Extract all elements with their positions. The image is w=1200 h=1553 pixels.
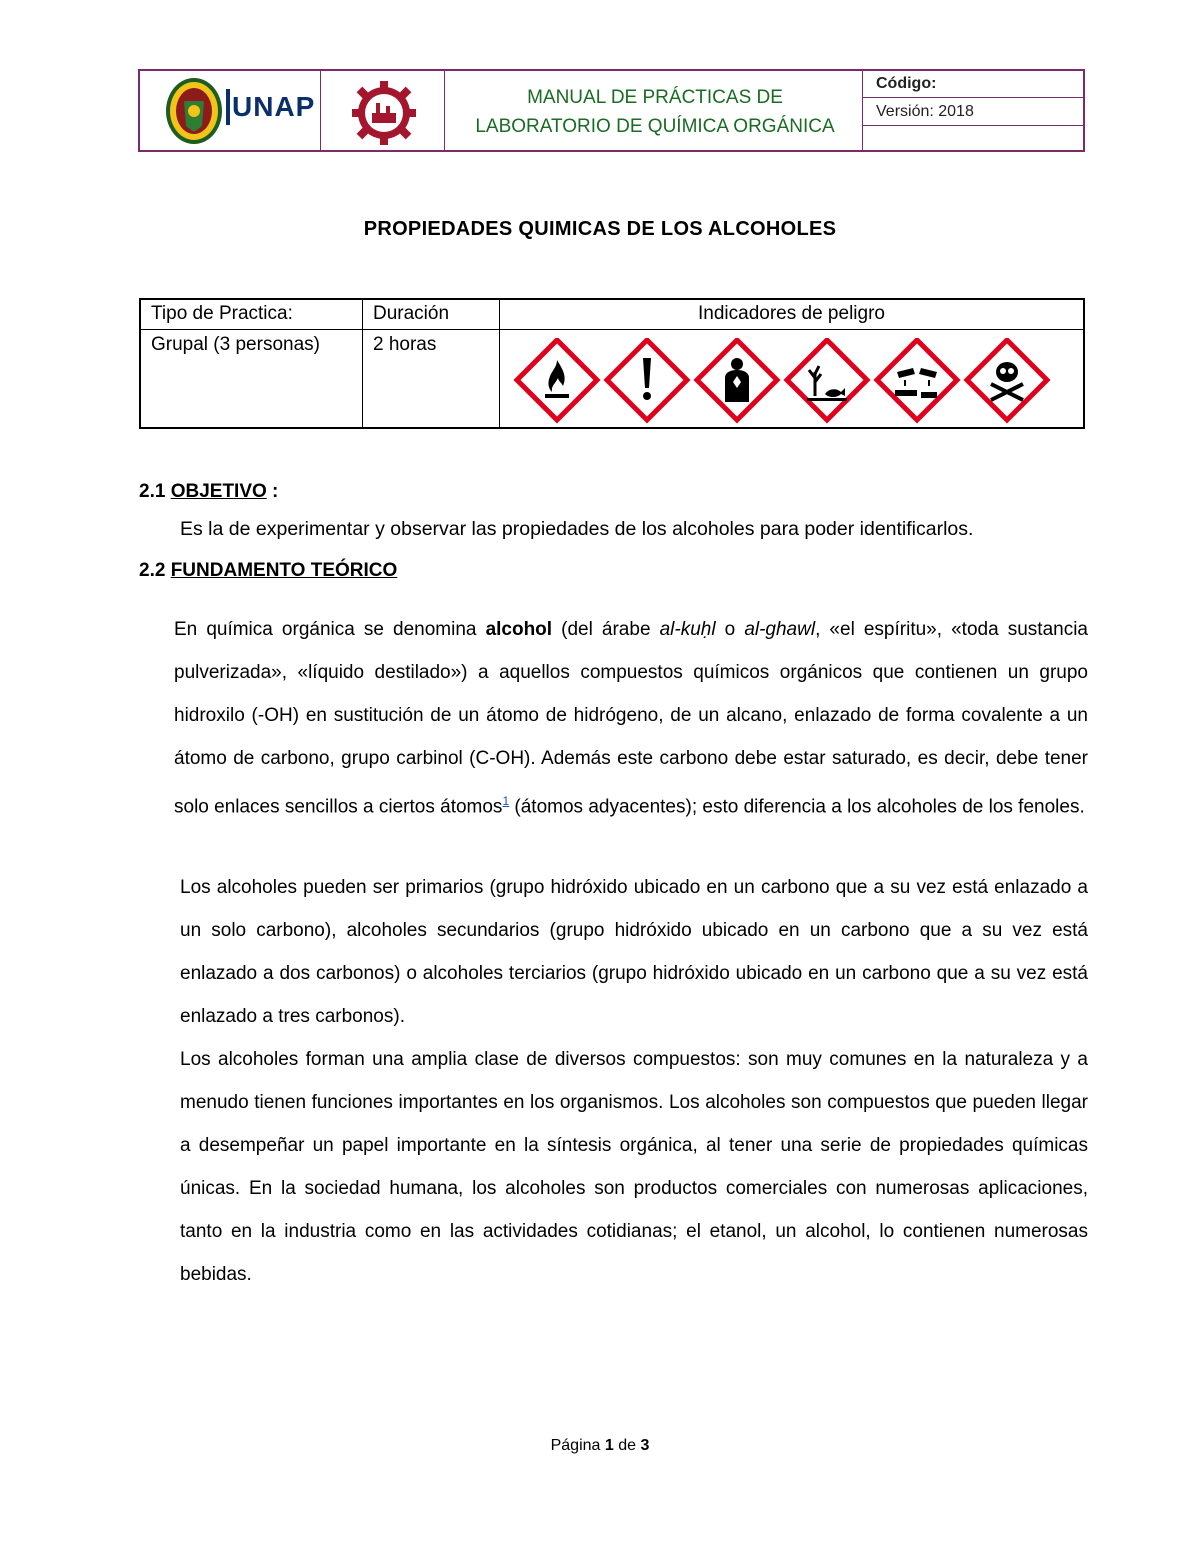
bold-term: alcohol (485, 619, 553, 640)
faculty-gear-seal-icon (350, 79, 418, 147)
italic-term: al-ghawl (744, 619, 816, 640)
exclamation-icon (607, 340, 687, 420)
fundamento-title: FUNDAMENTO TEÓRICO (170, 560, 398, 581)
objective-colon: : (266, 481, 279, 502)
italic-term: al-kuḥl (659, 619, 716, 640)
fundamento-heading (139, 560, 397, 582)
page-footer (0, 1437, 1200, 1455)
environment-icon (787, 340, 867, 420)
objective-number: 2.1 (139, 481, 166, 502)
version-label: Versión: 2018 (876, 103, 974, 120)
objective-text: Es la de experimentar y observar las propiedades de los alcoholes para poder identificarlos. (180, 518, 974, 540)
unap-seal-icon (164, 76, 224, 146)
header-tipo: Tipo de Practica: (151, 303, 293, 324)
header-divider (444, 71, 445, 150)
practice-table (139, 298, 1085, 429)
objective-heading (139, 481, 278, 503)
manual-title (446, 83, 864, 141)
hazard-pictograms (511, 338, 1081, 424)
logo-bar (226, 89, 230, 125)
text-span: o (715, 619, 745, 640)
corrosion-icon (877, 340, 957, 420)
manual-title-line2: LABORATORIO DE QUÍMICA ORGÁNICA (475, 116, 835, 137)
document-header (138, 69, 1085, 152)
cell-tipo: Grupal (3 personas) (151, 334, 320, 355)
fundamento-paragraph-1 (174, 608, 1088, 828)
text-span: , «el espíritu», «toda sustancia pulverizada», «líquido destilado») a aquellos compuestos químicos orgánicos que contienen un grupo hidroxilo (-OH) en sustitución de un átomo de hidrógeno, de un alcano, enlazado de forma covalente a un átomo de carbono, grupo carbinol (C-OH). Además este carbono debe estar saturado, es decir, debe tener solo enlaces sencillos a ciertos átomos (174, 619, 1088, 818)
fundamento-paragraph-2 (180, 866, 1088, 1038)
code-label: Código: (876, 75, 937, 92)
header-divider (320, 71, 321, 150)
paragraph-text: Los alcoholes forman una amplia clase de diversos compuestos: son muy comunes en la naturaleza y a menudo tienen funciones importantes en los organismos. Los alcoholes son compuestos que pueden llegar a desempeñar un papel importante en la síntesis orgánica, al tener una serie de propiedades químicas únicas. En la sociedad humana, los alcoholes son productos comerciales con numerosas aplicaciones, tanto en la industria como en las actividades cotidianas; el etanol, un alcohol, lo contienen numerosas bebidas. (180, 1049, 1088, 1285)
table-row-divider (141, 329, 1083, 330)
footnote-link[interactable]: 1 (502, 794, 510, 808)
header-indicadores: Indicadores de peligro (698, 303, 885, 324)
paragraph-text: Los alcoholes pueden ser primarios (grupo hidróxido ubicado en un carbono que a su vez está enlazado a un solo carbono), alcoholes secundarios (grupo hidróxido ubicado en un carbono que a su vez está enlazado a dos carbonos) o alcoholes terciarios (grupo hidróxido ubicado en un carbono que a su vez está enlazado a tres carbonos). (180, 877, 1088, 1027)
table-divider (362, 300, 363, 427)
health-hazard-icon (697, 340, 777, 420)
text-span: En química orgánica se denomina (174, 619, 486, 640)
fundamento-number: 2.2 (139, 560, 166, 581)
unap-logo-text: UNAP (232, 91, 316, 122)
footer-mid: de (613, 1437, 641, 1454)
text-span: (del árabe (552, 619, 660, 640)
header-row-divider (862, 97, 1083, 98)
objective-title: OBJETIVO (170, 481, 267, 502)
page-number: 1 (604, 1437, 614, 1454)
fundamento-paragraph-3 (180, 1038, 1088, 1296)
cell-duracion: 2 horas (373, 334, 437, 355)
header-duracion: Duración (373, 303, 450, 324)
skull-icon (967, 340, 1047, 420)
text-span: (átomos adyacentes); esto diferencia a los alcoholes de los fenoles. (509, 796, 1085, 818)
footer-prefix: Página (550, 1437, 605, 1454)
manual-title-line1: MANUAL DE PRÁCTICAS DE (527, 87, 783, 108)
header-row-divider (862, 125, 1083, 126)
flame-icon (517, 340, 597, 420)
page-total: 3 (640, 1437, 650, 1454)
page-title: PROPIEDADES QUIMICAS DE LOS ALCOHOLES (363, 218, 837, 240)
